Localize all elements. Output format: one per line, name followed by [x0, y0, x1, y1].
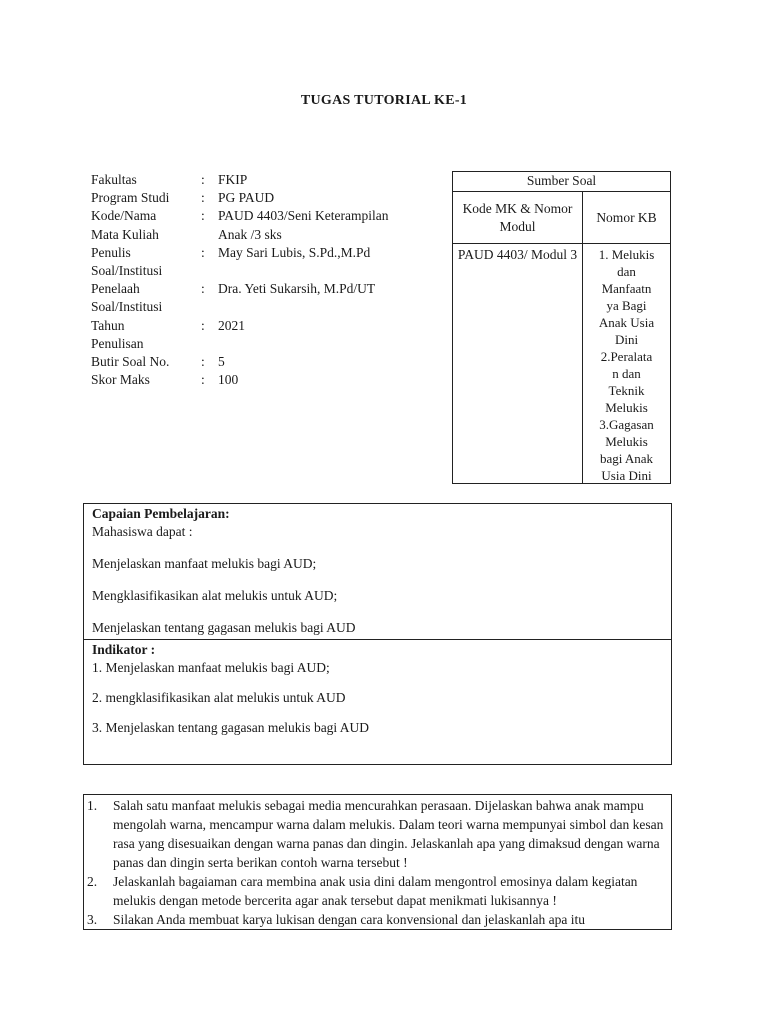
indikator-item: 1. Menjelaskan manfaat melukis bagi AUD; — [92, 660, 330, 675]
info-label: Penulis — [91, 244, 131, 260]
source-body-row — [453, 244, 670, 484]
info-value: May Sari Lubis, S.Pd.,M.Pd — [218, 244, 371, 260]
indikator-item: 2. mengklasifikasikan alat melukis untuk AUD — [92, 690, 346, 705]
info-label: Penelaah — [91, 281, 140, 297]
info-row — [91, 298, 441, 316]
info-value: 100 — [218, 372, 239, 388]
info-row — [91, 189, 441, 207]
source-subheader-row — [453, 192, 670, 244]
capaian-item: Mengklasifikasikan alat melukis untuk AUD; — [92, 588, 338, 603]
kb-number-value — [583, 244, 670, 484]
info-value — [218, 335, 441, 353]
info-value: Anak /3 sks — [218, 226, 282, 242]
info-separator: : — [201, 354, 205, 370]
indikator-section — [84, 641, 671, 737]
info-row — [91, 226, 441, 244]
kb-line: 1. Melukis — [598, 247, 655, 262]
info-separator: : — [201, 190, 205, 206]
kb-line: dan — [617, 264, 636, 279]
info-separator — [201, 262, 218, 280]
info-row — [91, 353, 441, 371]
info-separator — [201, 298, 218, 316]
info-value: PAUD 4403/Seni Keterampilan — [218, 208, 389, 224]
info-separator: : — [201, 372, 205, 388]
source-header: Sumber Soal — [453, 172, 670, 192]
info-row — [91, 171, 441, 189]
info-value — [218, 262, 441, 280]
question-number: 2. — [87, 874, 98, 889]
kb-line: 2.Peralata — [600, 349, 653, 364]
question-item — [87, 872, 665, 910]
info-separator: : — [201, 317, 205, 333]
question-text: Jelaskanlah bagaiaman cara membina anak usia dini dalam mengontrol emosinya dalam kegiatan melukis dengan metode bercerita agar anak tersebut dapat menikmati lukisannya ! — [113, 874, 638, 908]
info-value: FKIP — [218, 172, 248, 187]
info-label: Skor Maks — [91, 372, 150, 388]
info-label: Program Studi — [91, 190, 170, 206]
info-separator — [201, 226, 218, 244]
info-label: Mata Kuliah — [91, 226, 159, 242]
info-label: Kode/Nama — [91, 208, 157, 224]
kb-line: bagi Anak — [599, 451, 654, 466]
kb-number-header: Nomor KB — [596, 209, 657, 225]
capaian-section — [84, 505, 671, 640]
kb-line: Melukis — [605, 434, 648, 449]
kb-line: Teknik — [608, 383, 645, 398]
info-label: Fakultas — [91, 172, 137, 187]
capaian-intro: Mahasiswa dapat : — [92, 524, 193, 539]
info-separator: : — [201, 172, 205, 187]
info-row — [91, 262, 441, 280]
question-text: Silakan Anda membuat karya lukisan dengan cara konvensional dan jelaskanlah apa itu — [113, 912, 585, 927]
learning-outcomes-box — [83, 503, 672, 765]
info-label: Penulisan — [91, 335, 144, 351]
kb-line: Manfaatn — [601, 281, 652, 296]
info-value: PG PAUD — [218, 190, 275, 206]
indikator-item: 3. Menjelaskan tentang gagasan melukis bagi AUD — [92, 720, 370, 735]
info-separator: : — [201, 244, 205, 260]
page-title: TUGAS TUTORIAL KE-1 — [300, 93, 468, 108]
kb-line: Melukis — [605, 400, 648, 415]
kb-line: Anak Usia — [598, 315, 655, 330]
question-item — [87, 910, 665, 929]
questions-box — [83, 794, 672, 930]
capaian-item: Menjelaskan manfaat melukis bagi AUD; — [92, 556, 317, 571]
question-text: Salah satu manfaat melukis sebagai media mencurahkan perasaan. Dijelaskan bahwa anak mampu mengolah warna, mencampur warna dalam melukis. Dalam teori warna mempunyai simbol dan kesan rasa yang disesuaikan dengan warna panas dan dingin. Jelaskanlah apa yang dimaksud dengan warna panas dan dingin serta berikan contoh warna tersebut ! — [113, 798, 664, 870]
info-row — [91, 280, 441, 298]
module-code-header: Kode MK & Nomor Modul — [453, 192, 583, 243]
info-row — [91, 371, 441, 389]
kb-line: ya Bagi — [606, 298, 647, 313]
info-value: 5 — [218, 354, 225, 370]
info-value: Dra. Yeti Sukarsih, M.Pd/UT — [218, 281, 376, 297]
kb-line: 3.Gagasan — [599, 417, 654, 432]
capaian-item: Menjelaskan tentang gagasan melukis bagi AUD — [92, 620, 356, 635]
info-label: Soal/Institusi — [91, 299, 163, 315]
info-value: 2021 — [218, 317, 245, 333]
info-row — [91, 244, 441, 262]
question-item — [87, 796, 665, 872]
info-row — [91, 207, 441, 225]
info-row — [91, 335, 441, 353]
kb-line: Usia Dini — [601, 468, 652, 483]
info-label: Tahun — [91, 317, 125, 333]
indikator-heading: Indikator : — [92, 642, 156, 657]
kb-line: n dan — [612, 366, 641, 381]
info-table — [91, 171, 441, 389]
kb-line: Dini — [614, 332, 639, 347]
info-value — [218, 298, 441, 316]
info-separator: : — [201, 208, 205, 224]
info-label: Soal/Institusi — [91, 263, 163, 279]
question-number: 1. — [87, 798, 98, 813]
capaian-heading: Capaian Pembelajaran: — [92, 506, 230, 521]
question-number: 3. — [87, 912, 98, 927]
info-row — [91, 317, 441, 335]
source-table — [452, 171, 671, 484]
info-label: Butir Soal No. — [91, 354, 170, 370]
info-separator: : — [201, 281, 205, 297]
info-separator — [201, 335, 218, 353]
module-code-value: PAUD 4403/ Modul 3 — [453, 244, 583, 484]
